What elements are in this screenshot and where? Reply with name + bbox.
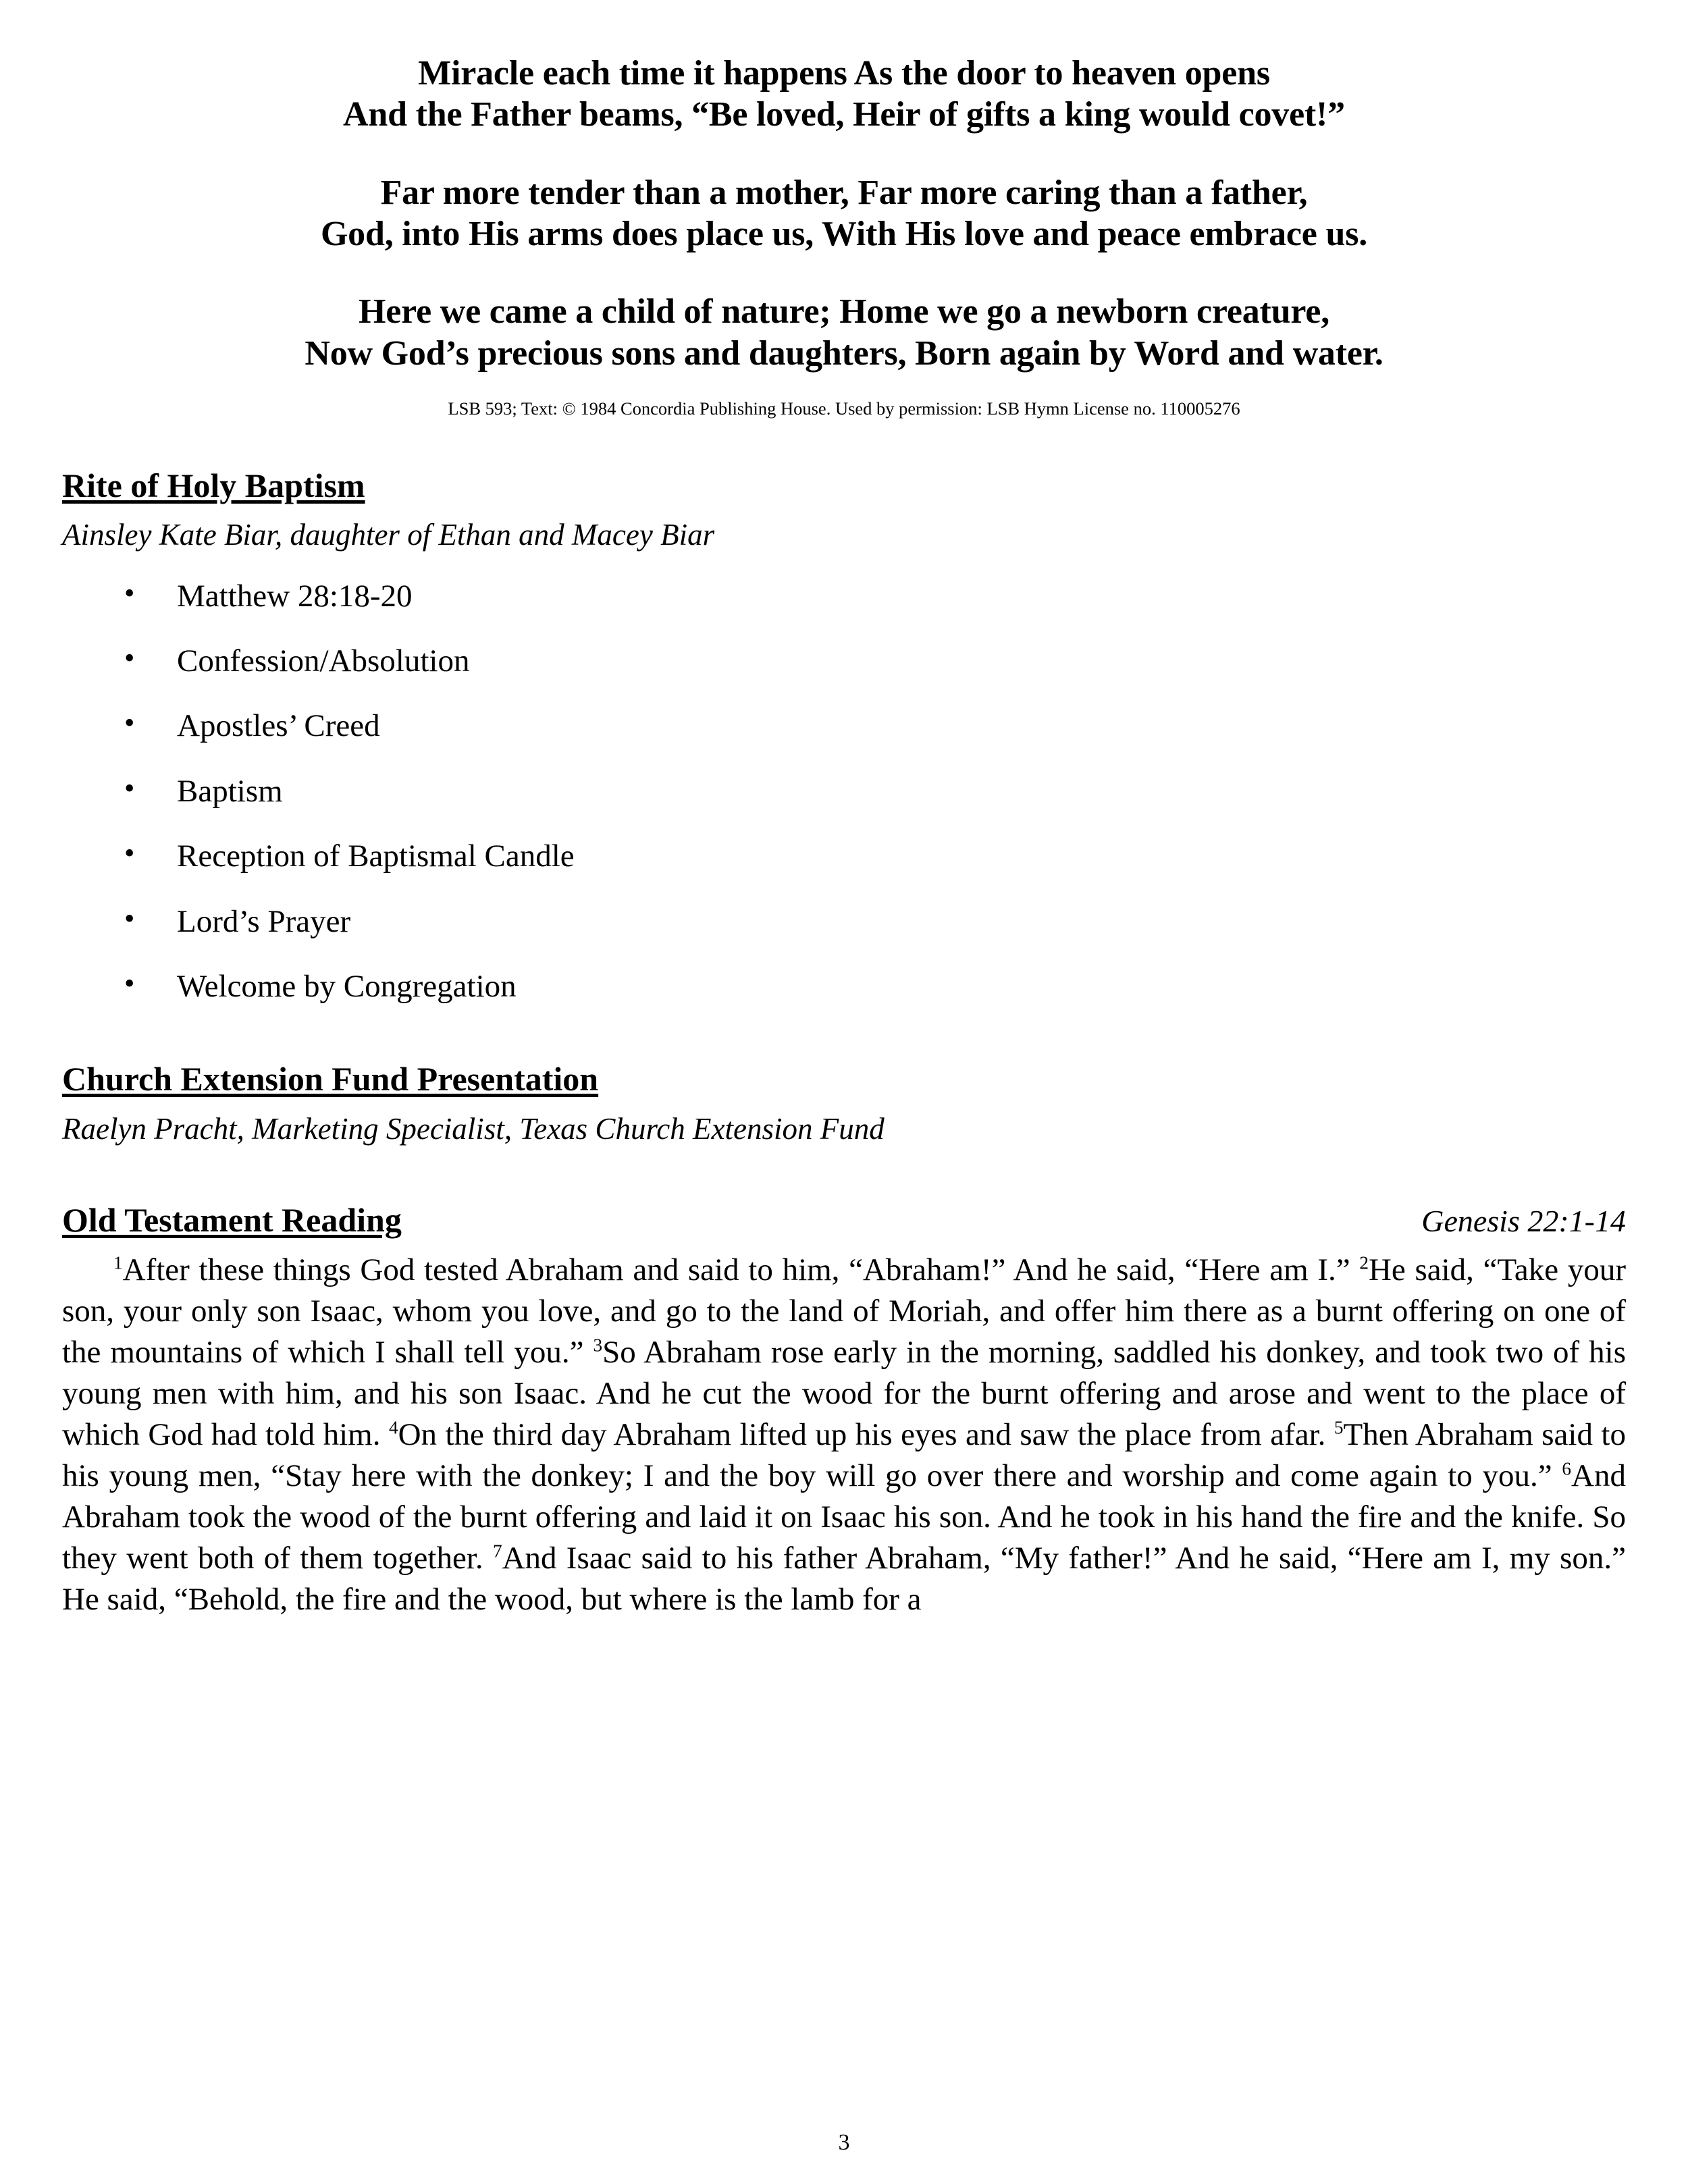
scripture-reference: Genesis 22:1-14 bbox=[1421, 1204, 1626, 1239]
bullet-icon: • bbox=[124, 901, 135, 935]
verse-number: 2 bbox=[1359, 1252, 1369, 1273]
verse-number: 5 bbox=[1334, 1417, 1344, 1438]
list-item-label: Lord’s Prayer bbox=[177, 903, 351, 939]
section-title-church-extension-fund: Church Extension Fund Presentation bbox=[62, 1060, 599, 1098]
hymn-line: Now God’s precious sons and daughters, Born again by Word and water. bbox=[305, 334, 1383, 373]
list-item-label: Reception of Baptismal Candle bbox=[177, 838, 575, 874]
verse-number: 6 bbox=[1562, 1458, 1572, 1479]
hymn-stanza bbox=[62, 172, 1626, 255]
hymn-stanza bbox=[62, 291, 1626, 374]
list-item-label: Confession/Absolution bbox=[177, 643, 470, 679]
rite-order-list bbox=[62, 577, 1626, 1006]
list-item bbox=[124, 903, 1626, 940]
section-rite-of-holy-baptism bbox=[62, 464, 1626, 1005]
bullet-icon: • bbox=[124, 771, 135, 805]
verse-text: And Isaac said to his father Abraham, “My father!” And he said, “Here am I, my son.” He said, “Behold, the fire and the wood, but where is the lamb for a bbox=[62, 1541, 1626, 1618]
page-number: 3 bbox=[838, 2130, 850, 2155]
section-old-testament-reading bbox=[62, 1199, 1626, 1620]
bullet-icon: • bbox=[124, 836, 135, 870]
verse-text: Then Abraham said to his young men, “Stay here with the donkey; I and the boy will go over there and worship and come again to you.” bbox=[62, 1417, 1626, 1494]
cef-subtitle: Raelyn Pracht, Marketing Specialist, Texas Church Extension Fund bbox=[62, 1111, 885, 1146]
list-item bbox=[124, 772, 1626, 810]
hymn-copyright-credit: LSB 593; Text: © 1984 Concordia Publishing House. Used by permission: LSB Hymn License no. 110005276 bbox=[448, 398, 1240, 419]
bullet-icon: • bbox=[124, 576, 135, 610]
list-item-label: Baptism bbox=[177, 773, 283, 809]
bullet-icon: • bbox=[124, 967, 135, 1001]
bullet-icon: • bbox=[124, 641, 135, 675]
rite-heading-row bbox=[62, 464, 1626, 507]
list-item bbox=[124, 707, 1626, 745]
cef-heading-row bbox=[62, 1058, 1626, 1100]
hymn-line: Far more tender than a mother, Far more caring than a father, bbox=[380, 173, 1308, 212]
verse-number: 7 bbox=[492, 1541, 502, 1562]
list-item-label: Welcome by Congregation bbox=[177, 969, 517, 1005]
hymn-line: Miracle each time it happens As the door to heaven opens bbox=[418, 54, 1270, 92]
hymn-block bbox=[62, 0, 1626, 420]
verse-text: On the third day Abraham lifted up his eyes and saw the place from afar. bbox=[398, 1417, 1334, 1453]
list-item bbox=[124, 577, 1626, 615]
verse-text: He said, “Take your son, your only son Isaac, whom you love, and go to the land of Moriah, and offer him there as a burnt offering on one of the mountains of which I shall tell you.” bbox=[62, 1252, 1626, 1370]
bullet-icon: • bbox=[124, 706, 135, 740]
rite-subtitle: Ainsley Kate Biar, daughter of Ethan and Macey Biar bbox=[62, 518, 715, 552]
verse-number: 1 bbox=[113, 1252, 123, 1273]
section-title-old-testament-reading: Old Testament Reading bbox=[62, 1201, 402, 1240]
hymn-line: God, into His arms does place us, With His love and peace embrace us. bbox=[320, 215, 1368, 254]
list-item bbox=[124, 642, 1626, 680]
otr-heading-row bbox=[62, 1199, 1626, 1242]
list-item-label: Matthew 28:18-20 bbox=[177, 578, 413, 614]
verse-number: 4 bbox=[388, 1417, 398, 1438]
verse-text: After these things God tested Abraham and said to him, “Abraham!” And he said, “Here am I.” bbox=[122, 1252, 1360, 1287]
section-church-extension-fund bbox=[62, 1058, 1626, 1148]
section-title-rite-of-holy-baptism: Rite of Holy Baptism bbox=[62, 466, 365, 504]
hymn-line: Here we came a child of nature; Home we go a newborn creature, bbox=[359, 292, 1329, 331]
verse-text: And Abraham took the wood of the burnt offering and laid it on Isaac his son. And he took in his hand the fire and the knife. So they went both of them together. bbox=[62, 1458, 1626, 1576]
scripture-body bbox=[62, 1250, 1626, 1621]
hymn-stanza bbox=[62, 53, 1626, 136]
list-item bbox=[124, 837, 1626, 875]
verse-number: 3 bbox=[593, 1335, 603, 1356]
hymn-line: And the Father beams, “Be loved, Heir of gifts a king would covet!” bbox=[343, 95, 1345, 134]
list-item bbox=[124, 967, 1626, 1005]
verse-text: So Abraham rose early in the morning, saddled his donkey, and took two of his young men with him, and his son Isaac. And he cut the wood for the burnt offering and arose and went to the place of which God had told him. bbox=[62, 1334, 1627, 1453]
list-item-label: Apostles’ Creed bbox=[177, 708, 380, 744]
